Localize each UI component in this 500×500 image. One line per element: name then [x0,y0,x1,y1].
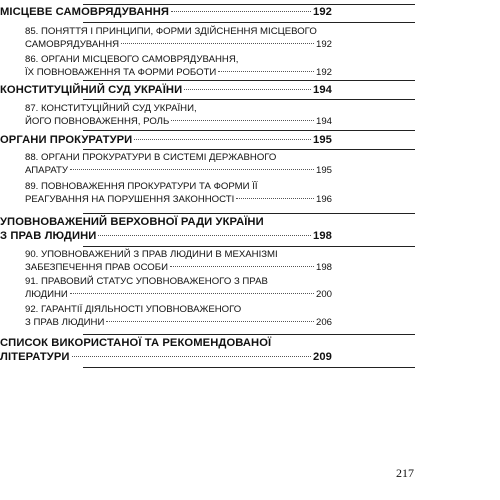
toc-entry-title-line1: 88. ОРГАНИ ПРОКУРАТУРИ В СИСТЕМІ ДЕРЖАВНОГО [25,152,277,163]
toc-section-title-line1: УПОВНОВАЖЕНИЙ ВЕРХОВНОЇ РАДИ УКРАЇНИ [0,216,264,228]
toc-entry-85[interactable] [25,26,332,51]
dot-leader [70,169,314,170]
toc-page-number: 192 [315,38,332,50]
section-divider [83,4,415,5]
toc-section-ombudsman[interactable] [0,215,332,243]
toc-entry-90[interactable] [25,249,332,274]
section-divider [83,246,415,247]
section-divider [83,130,415,131]
toc-section-title: КОНСТИТУЦІЙНИЙ СУД УКРАЇНИ [0,84,183,96]
toc-entry-title-line2: ЛЮДИНИ [25,288,68,300]
toc-page-number: 194 [315,115,332,127]
toc-section-local-self-government[interactable] [0,6,332,18]
toc-entry-title-line1: 90. УПОВНОВАЖЕНИЙ З ПРАВ ЛЮДИНИ В МЕХАНІЗМІ [25,249,278,260]
toc-entry-title-line2: РЕАГУВАННЯ НА ПОРУШЕННЯ ЗАКОННОСТІ [25,193,235,205]
dot-leader [98,235,311,236]
toc-section-constitutional-court[interactable] [0,84,332,96]
toc-entry-title-line2: З ПРАВ ЛЮДИНИ [25,316,105,328]
toc-page-number: 198 [315,261,332,273]
toc-page-number: 195 [313,134,332,146]
toc-page-number: 200 [315,288,332,300]
section-divider [83,99,415,100]
toc-entry-91[interactable] [25,276,332,301]
dot-leader [72,356,311,357]
page-number: 217 [396,466,414,480]
toc-section-prosecution[interactable] [0,134,332,146]
toc-page-number: 195 [315,164,332,176]
section-divider [83,334,415,335]
section-divider [83,80,415,81]
dot-leader [170,266,314,267]
dot-leader [134,139,311,140]
section-divider [83,22,415,23]
toc-entry-title-line1: 85. ПОНЯТТЯ І ПРИНЦИПИ, ФОРМИ ЗДІЙСНЕННЯ МІСЦЕВОГО [25,26,317,37]
toc-section-title-line2: З ПРАВ ЛЮДИНИ [0,230,97,242]
toc-entry-title-line2: АПАРАТУ [25,164,68,176]
toc-page-number: 198 [313,230,332,242]
dot-leader [236,198,314,199]
toc-entry-title-line1: 91. ПРАВОВИЙ СТАТУС УПОВНОВАЖЕНОГО З ПРАВ [25,276,268,287]
toc-entry-title-line1: 89. ПОВНОВАЖЕННЯ ПРОКУРАТУРИ ТА ФОРМИ ЇЇ [25,181,258,192]
toc-entry-87[interactable] [25,103,332,128]
dot-leader [121,43,314,44]
toc-page-number: 192 [313,6,332,18]
dot-leader [218,71,314,72]
toc-page-number: 206 [315,316,332,328]
dot-leader [184,89,311,90]
section-divider [83,367,415,368]
toc-entry-title-line1: 92. ГАРАНТІЇ ДІЯЛЬНОСТІ УПОВНОВАЖЕНОГО [25,304,242,315]
toc-entry-title-line1: 86. ОРГАНИ МІСЦЕВОГО САМОВРЯДУВАННЯ, [25,54,239,65]
toc-entry-88[interactable] [25,152,332,177]
toc-section-title: ОРГАНИ ПРОКУРАТУРИ [0,134,133,146]
toc-page-number: 209 [313,351,332,363]
toc-section-title: МІСЦЕВЕ САМОВРЯДУВАННЯ [0,6,170,18]
dot-leader [171,11,311,12]
toc-section-title-line1: СПИСОК ВИКОРИСТАНОЇ ТА РЕКОМЕНДОВАНОЇ [0,337,272,349]
toc-page-number: 194 [313,84,332,96]
toc-entry-89[interactable] [25,181,332,206]
section-divider [83,213,415,214]
dot-leader [106,321,314,322]
toc-entry-86[interactable] [25,54,332,79]
toc-entry-title-line2: ЗАБЕЗПЕЧЕННЯ ПРАВ ОСОБИ [25,261,168,273]
toc-section-bibliography[interactable] [0,336,332,364]
toc-page-number: 196 [315,193,332,205]
toc-page-number: 192 [315,66,332,78]
toc-entry-title-line2: САМОВРЯДУВАННЯ [25,38,120,50]
toc-section-title-line2: ЛІТЕРАТУРИ [0,351,70,363]
toc-entry-title-line2: ЇХ ПОВНОВАЖЕННЯ ТА ФОРМИ РОБОТИ [25,66,217,78]
toc-entry-title-line1: 87. КОНСТИТУЦІЙНИЙ СУД УКРАЇНИ, [25,103,197,114]
dot-leader [171,120,314,121]
dot-leader [70,293,314,294]
section-divider [83,149,415,150]
toc-entry-title-line2: ЙОГО ПОВНОВАЖЕННЯ, РОЛЬ [25,115,170,127]
toc-entry-92[interactable] [25,304,332,329]
